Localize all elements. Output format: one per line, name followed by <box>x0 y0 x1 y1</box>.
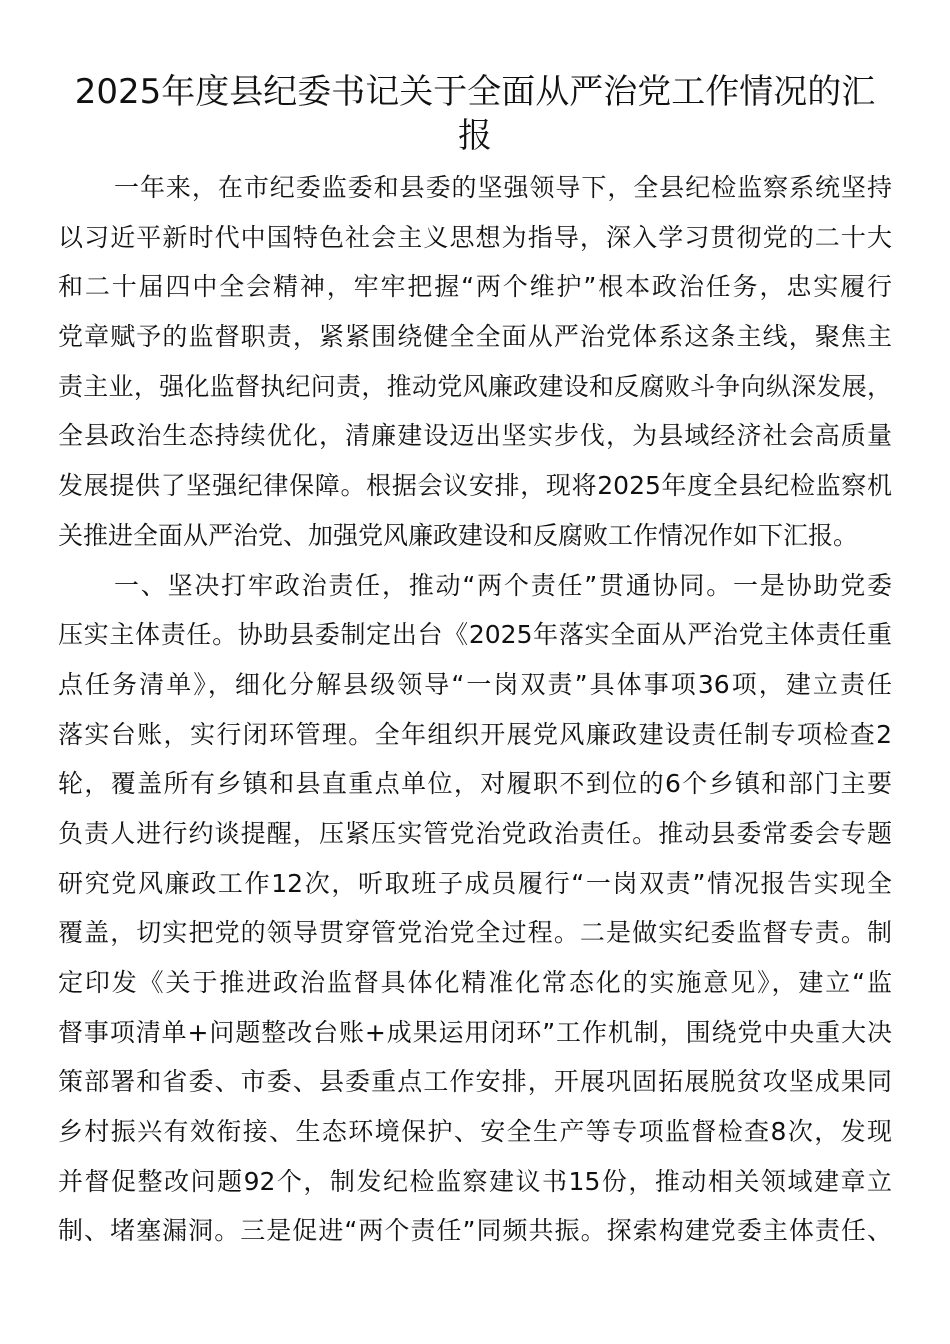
text-line: 责主业，强化监督执纪问责，推动党风廉政建设和反腐败斗争向纵深发展， <box>58 371 892 401</box>
text-line: 以习近平新时代中国特色社会主义思想为指导，深入学习贯彻党的二十大 <box>58 222 892 252</box>
text-line: 落实台账，实行闭环管理。全年组织开展党风廉政建设责任制专项检查2 <box>58 719 892 749</box>
text-line: 一年来，在市纪委监委和县委的坚强领导下，全县纪检监察系统坚持 <box>114 173 892 202</box>
title-line: 2025年度县纪委书记关于全面从严治党工作情况的汇 <box>74 72 876 112</box>
text-line: 督事项清单+问题整改台账+成果运用闭环”工作机制，围绕党中央重大决 <box>58 1017 892 1047</box>
text-line: 全县政治生态持续优化，清廉建设迈出坚实步伐，为县域经济社会高质量 <box>58 421 892 451</box>
text-line: 研究党风廉政工作12次，听取班子成员履行“一岗双责”情况报告实现全 <box>58 868 892 898</box>
text-line: 策部署和省委、市委、县委重点工作安排，开展巩固拓展脱贫攻坚成果同 <box>58 1067 892 1097</box>
paragraph-intro <box>58 168 892 566</box>
text-line: 负责人进行约谈提醒，压紧压实管党治党政治责任。推动县委常委会专题 <box>58 818 892 848</box>
text-line: 一、坚决打牢政治责任，推动“两个责任”贯通协同。一是协助党委 <box>114 570 892 600</box>
text-line: 轮，覆盖所有乡镇和县直重点单位，对履职不到位的6个乡镇和部门主要 <box>58 769 892 799</box>
text-line: 党章赋予的监督职责，紧紧围绕健全全面从严治党体系这条主线，聚焦主 <box>58 322 892 352</box>
text-line: 覆盖，切实把党的领导贯穿管党治党全过程。二是做实纪委监督专责。制 <box>58 918 892 948</box>
document-title <box>40 70 910 158</box>
text-line: 压实主体责任。协助县委制定出台《2025年落实全面从严治党主体责任重 <box>58 620 892 650</box>
text-line: 和二十届四中全会精神，牢牢把握“两个维护”根本政治任务，忠实履行 <box>58 272 892 302</box>
text-line: 乡村振兴有效衔接、生态环境保护、安全生产等专项监督检查8次，发现 <box>58 1117 892 1147</box>
document-body <box>58 168 892 1261</box>
text-line: 发展提供了坚强纪律保障。根据会议安排，现将2025年度全县纪检监察机 <box>58 471 892 501</box>
text-line: 并督促整改问题92个，制发纪检监察建议书15份，推动相关领域建章立 <box>58 1166 892 1196</box>
text-line: 点任务清单》，细化分解县级领导“一岗双责”具体事项36项，建立责任 <box>58 669 892 699</box>
text-line: 关推进全面从严治党、加强党风廉政建设和反腐败工作情况作如下汇报。 <box>58 520 859 550</box>
title-line: 报 <box>458 116 492 156</box>
text-line: 制、堵塞漏洞。三是促进“两个责任”同频共振。探索构建党委主体责任、 <box>58 1216 892 1246</box>
text-line: 定印发《关于推进政治监督具体化精准化常态化的实施意见》，建立“监 <box>58 968 892 997</box>
paragraph-section-1 <box>58 566 892 1262</box>
